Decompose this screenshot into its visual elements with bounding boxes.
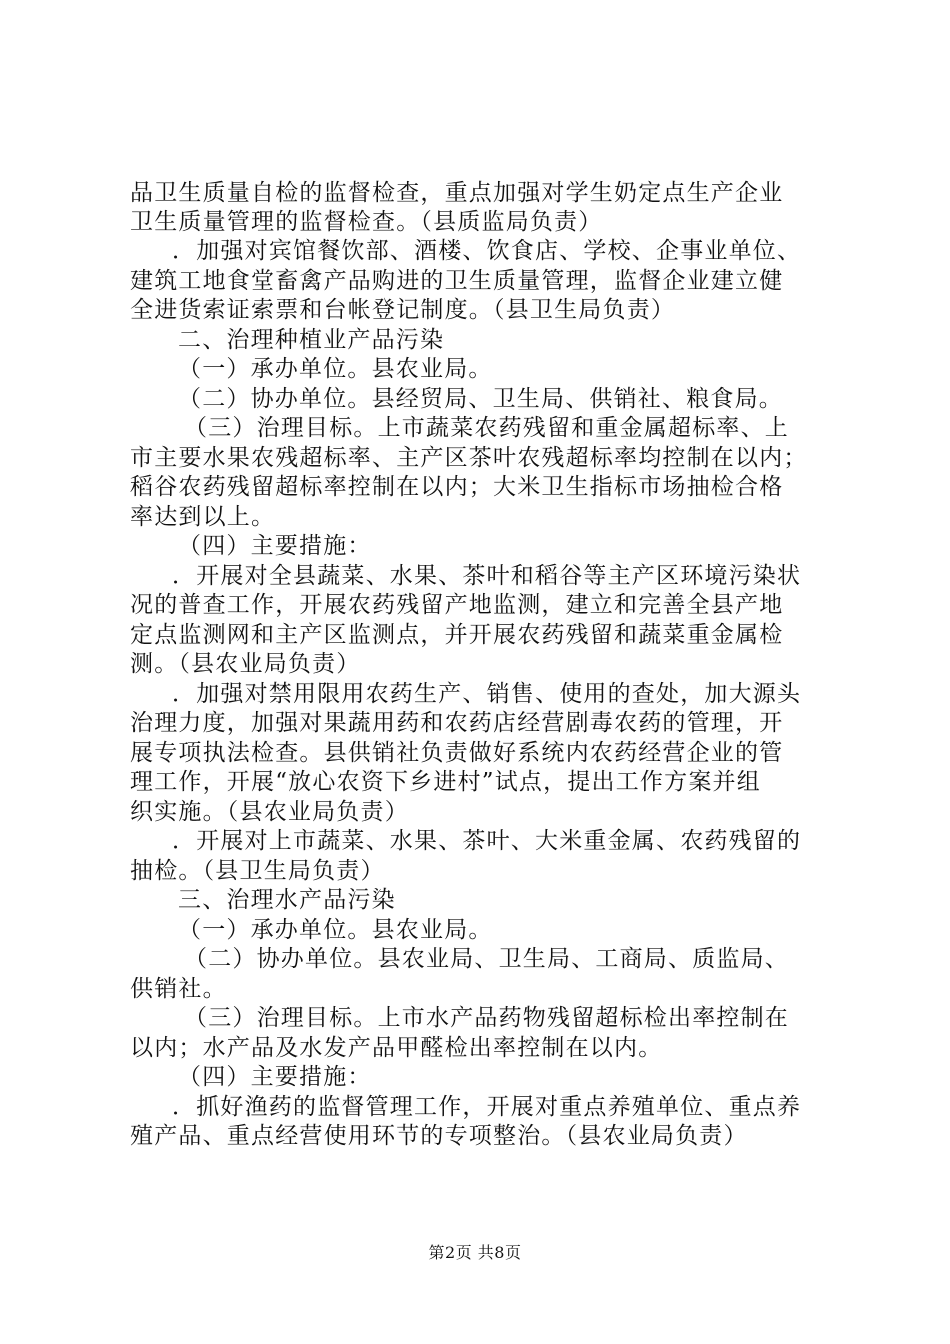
text-line: 稻谷农药残留超标率控制在以内；大米卫生指标市场抽检合格 bbox=[130, 474, 784, 500]
text-line: 织实施。（县农业局负责） bbox=[130, 799, 409, 825]
text-line: 展专项执法检查。县供销社负责做好系统内农药经营企业的管 bbox=[130, 740, 784, 766]
text-line: （一）承办单位。县农业局。 bbox=[178, 917, 493, 943]
text-line: ．抓好渔药的监督管理工作，开展对重点养殖单位、重点养 bbox=[172, 1094, 802, 1120]
text-line: 以内；水产品及水发产品甲醛检出率控制在以内。 bbox=[130, 1035, 663, 1061]
text-line: （二）协办单位。县经贸局、卫生局、供销社、粮食局。 bbox=[178, 386, 783, 412]
text-line: （三）治理目标。上市水产品药物残留超标检出率控制在 bbox=[184, 1005, 789, 1031]
text-line: 殖产品、重点经营使用环节的专项整治。（县农业局负责） bbox=[130, 1123, 748, 1149]
page-number-footer: 第2页 共8页 bbox=[428, 1243, 522, 1262]
text-line: 全进货索证索票和台帐登记制度。（县卫生局负责） bbox=[130, 297, 676, 323]
text-line: 供销社。 bbox=[130, 976, 227, 1002]
text-line: （三）治理目标。上市蔬菜农药残留和重金属超标率、上 bbox=[184, 415, 789, 441]
text-line: 治理力度，加强对果蔬用药和农药店经营剧毒农药的管理，开 bbox=[130, 710, 784, 736]
text-line: 况的普查工作，开展农药残留产地监测，建立和完善全县产地 bbox=[130, 592, 784, 618]
text-line: 抽检。（县卫生局负责） bbox=[130, 858, 385, 884]
text-line: ．加强对禁用限用农药生产、销售、使用的查处，加大源头 bbox=[172, 681, 802, 707]
text-line: 理工作，开展“放心农资下乡进村”试点，提出工作方案并组 bbox=[130, 769, 761, 795]
text-line: 品卫生质量自检的监督检查，重点加强对学生奶定点生产企业 bbox=[130, 180, 784, 206]
text-line: ．开展对全县蔬菜、水果、茶叶和稻谷等主产区环境污染状 bbox=[172, 563, 802, 589]
text-line: （四）主要措施： bbox=[178, 1064, 372, 1090]
text-line: 率达到以上。 bbox=[130, 504, 276, 530]
text-line: 市主要水果农残超标率、主产区茶叶农残超标率均控制在以内； bbox=[130, 445, 808, 471]
section-heading: 三、治理水产品污染 bbox=[178, 887, 396, 913]
text-line: （四）主要措施： bbox=[178, 533, 372, 559]
text-line: （一）承办单位。县农业局。 bbox=[178, 356, 493, 382]
section-heading: 二、治理种植业产品污染 bbox=[178, 327, 445, 353]
text-line: 建筑工地食堂畜禽产品购进的卫生质量管理，监督企业建立健 bbox=[130, 268, 784, 294]
text-line: ．加强对宾馆餐饮部、酒楼、饮食店、学校、企事业单位、 bbox=[172, 238, 802, 264]
text-line: 定点监测网和主产区监测点，并开展农药残留和蔬菜重金属检 bbox=[130, 622, 784, 648]
text-line: （二）协办单位。县农业局、卫生局、工商局、质监局、 bbox=[184, 946, 789, 972]
text-line: 卫生质量管理的监督检查。（县质监局负责） bbox=[130, 209, 603, 235]
text-line: 测。（县农业局负责） bbox=[130, 651, 361, 677]
text-line: ．开展对上市蔬菜、水果、茶叶、大米重金属、农药残留的 bbox=[172, 828, 802, 854]
